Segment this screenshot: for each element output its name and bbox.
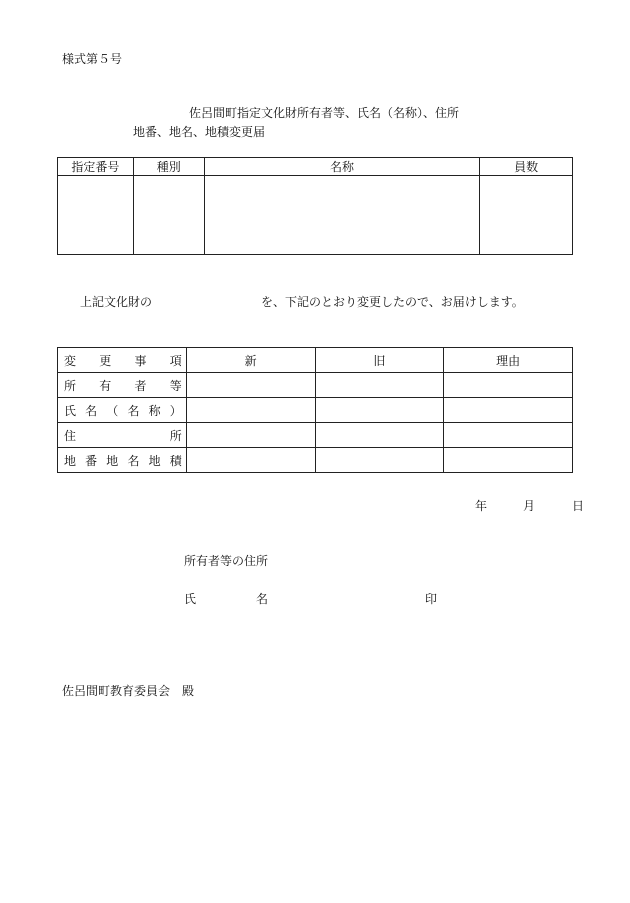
registry-entry-row [58, 176, 573, 255]
name-new-cell[interactable] [186, 398, 315, 423]
change-row-address [58, 423, 573, 448]
change-row-name [58, 398, 573, 423]
header-quantity: 員数 [480, 158, 573, 176]
quantity-cell[interactable] [480, 176, 573, 255]
date-month-label: 月 [523, 499, 536, 513]
header-new: 新 [186, 348, 315, 373]
change-row-owner [58, 373, 573, 398]
address-old-cell[interactable] [315, 423, 444, 448]
row-label-name: 氏名（名称） [58, 398, 187, 423]
category-cell[interactable] [133, 176, 204, 255]
land-reason-cell[interactable] [444, 448, 573, 473]
owner-old-cell[interactable] [315, 373, 444, 398]
land-new-cell[interactable] [186, 448, 315, 473]
form-number: 様式第５号 [62, 52, 123, 66]
document-title-line-1: 佐呂間町指定文化財所有者等、氏名（名称）、住所 [189, 106, 460, 120]
designation-number-cell[interactable] [58, 176, 134, 255]
change-row-land [58, 448, 573, 473]
statement-part-2: を、下記のとおり変更したので、お届けします。 [261, 295, 524, 309]
address-reason-cell[interactable] [444, 423, 573, 448]
seal-mark: 印 [425, 592, 438, 606]
header-name: 名称 [204, 158, 479, 176]
header-category: 種別 [133, 158, 204, 176]
header-reason: 理由 [444, 348, 573, 373]
row-label-owner: 所有者等 [58, 373, 187, 398]
owner-address-label: 所有者等の住所 [184, 554, 269, 568]
name-label-2: 名 [256, 592, 269, 606]
date-day-label: 日 [572, 499, 585, 513]
date-year-label: 年 [475, 499, 488, 513]
registry-header-row [58, 158, 573, 176]
owner-new-cell[interactable] [186, 373, 315, 398]
address-new-cell[interactable] [186, 423, 315, 448]
owner-reason-cell[interactable] [444, 373, 573, 398]
name-cell[interactable] [204, 176, 479, 255]
change-table [57, 347, 573, 473]
name-label-1: 氏 [184, 592, 197, 606]
row-label-land: 地番地名地積 [58, 448, 187, 473]
land-old-cell[interactable] [315, 448, 444, 473]
name-reason-cell[interactable] [444, 398, 573, 423]
registry-table [57, 157, 573, 255]
addressee: 佐呂間町教育委員会 殿 [62, 684, 195, 698]
row-label-address: 住所 [58, 423, 187, 448]
header-designation-number: 指定番号 [58, 158, 134, 176]
document-title-line-2: 地番、地名、地積変更届 [133, 125, 266, 139]
change-header-row [58, 348, 573, 373]
header-old: 旧 [315, 348, 444, 373]
name-old-cell[interactable] [315, 398, 444, 423]
header-change-item: 変更事項 [58, 348, 187, 373]
statement-part-1: 上記文化財の [80, 295, 153, 309]
